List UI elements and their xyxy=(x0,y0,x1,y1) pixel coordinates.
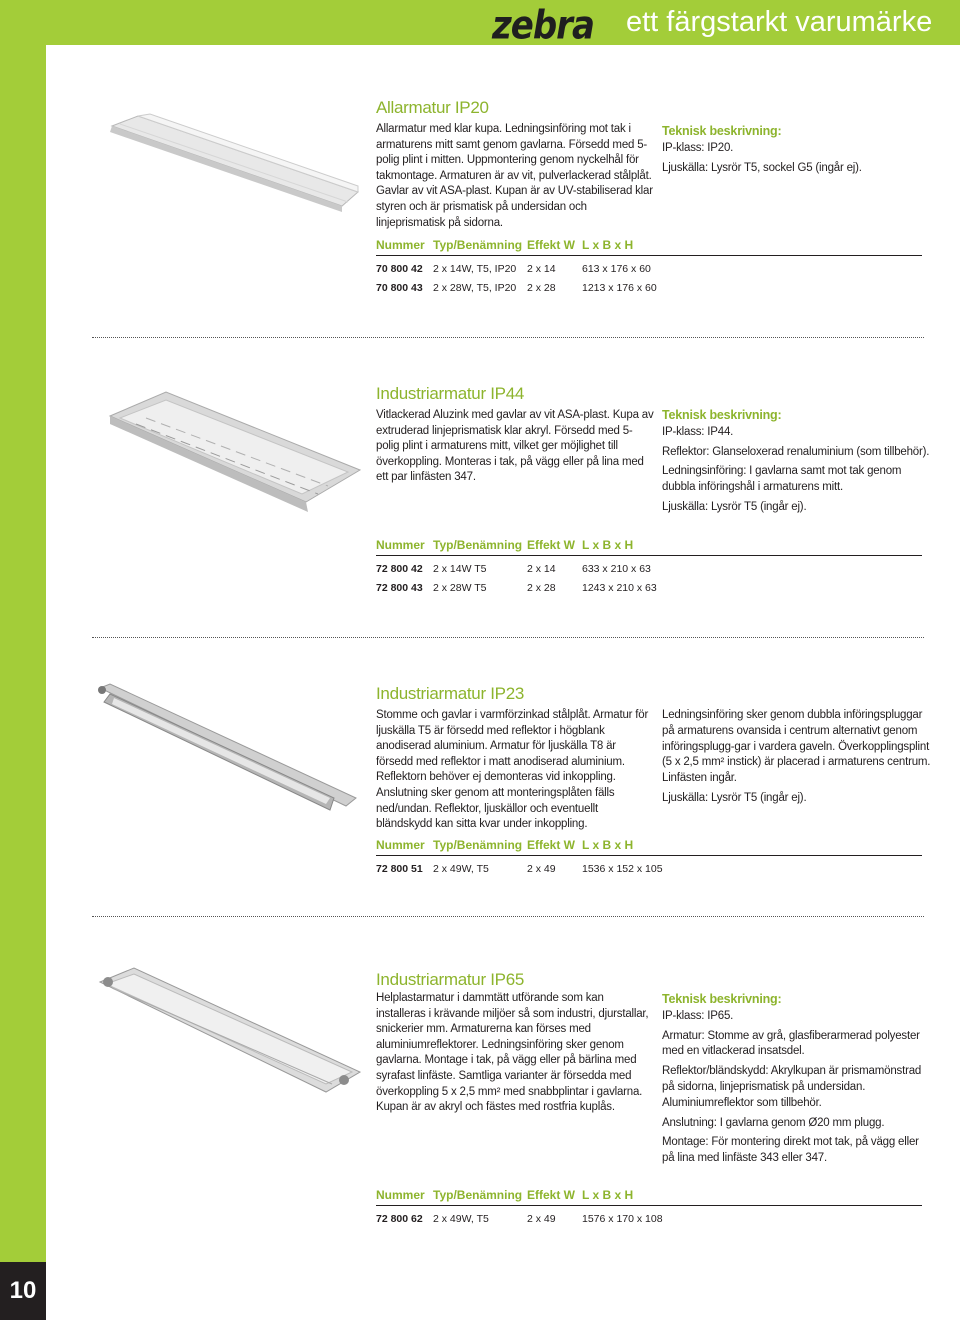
cell: 2 x 28 xyxy=(527,582,556,594)
cell: 70 800 43 xyxy=(376,282,423,294)
tech-line: Ljuskälla: Lysrör T5 (ingår ej). xyxy=(662,791,807,804)
cell: 1536 x 152 x 105 xyxy=(582,863,663,875)
section-divider xyxy=(92,337,924,338)
tech-block xyxy=(662,992,932,1171)
cell: 2 x 28W, T5, IP20 xyxy=(433,282,517,294)
header-tagline: ett färgstarkt varumärke xyxy=(626,6,933,38)
col-header: Typ/Benämning xyxy=(433,838,523,852)
col-header: Typ/Benämning xyxy=(433,1188,523,1202)
col-header: L x B x H xyxy=(582,238,634,252)
section-divider xyxy=(92,637,924,638)
cell: 2 x 14W T5 xyxy=(433,563,487,575)
tech-line: Reflektor/bländskydd: Akrylkupan är prismamönstrad på sidorna, linjeprismatisk på undersidan. Aluminiumreflektor som tillbehör. xyxy=(662,1065,922,1109)
col-header: Effekt W xyxy=(527,838,575,852)
tech-block xyxy=(662,408,932,520)
product-image-ip20 xyxy=(90,96,360,226)
sidebar-accent xyxy=(0,45,46,1320)
tech-line: Montage: För montering direkt mot tak, på vägg eller på lina med linfäste 343 eller 347. xyxy=(662,1136,919,1165)
col-header: Nummer xyxy=(376,538,425,552)
spec-table xyxy=(376,237,922,297)
cell: 2 x 28W T5 xyxy=(433,582,487,594)
cell: 2 x 14 xyxy=(527,563,556,575)
tech-heading: Teknisk beskrivning: xyxy=(662,124,782,138)
product-description: Allarmatur med klar kupa. Ledningsinföring mot tak i armaturens mitt samt genom gavlarna. Försedd med 5-polig plint i mitten. Uppmontering genom nyckelhål för takmontage. Armaturen är av vit, pulverlackerad stålplåt. Gavlar av vit ASA-plast. Kupan är av UV-stabiliserad klar styren och är prismatisk på undersidan och linjeprismatisk på sidorna. xyxy=(376,123,653,229)
tech-line: Ljuskälla: Lysrör T5 (ingår ej). xyxy=(662,500,807,513)
page-number: 10 xyxy=(0,1262,46,1320)
cell: 1213 x 176 x 60 xyxy=(582,282,657,294)
table-header xyxy=(376,837,922,856)
col-header: Nummer xyxy=(376,238,425,252)
cell: 2 x 49 xyxy=(527,863,556,875)
table-row xyxy=(376,582,922,597)
product-title: Industriarmatur IP23 xyxy=(376,684,525,703)
col-header: Effekt W xyxy=(527,238,575,252)
tech-block xyxy=(662,708,932,811)
col-header: L x B x H xyxy=(582,1188,634,1202)
col-header: Nummer xyxy=(376,838,425,852)
product-title: Industriarmatur IP44 xyxy=(376,384,525,403)
cell: 2 x 14W, T5, IP20 xyxy=(433,263,517,275)
spec-table xyxy=(376,537,922,597)
cell: 2 x 14 xyxy=(527,263,556,275)
tech-heading: Teknisk beskrivning: xyxy=(662,992,782,1006)
tech-line: Anslutning: I gavlarna genom Ø20 mm plugg. xyxy=(662,1116,885,1129)
col-header: Nummer xyxy=(376,1188,425,1202)
col-header: L x B x H xyxy=(582,838,634,852)
cell: 2 x 49W, T5 xyxy=(433,1213,489,1225)
cell: 2 x 28 xyxy=(527,282,556,294)
section-divider xyxy=(92,916,924,917)
cell: 72 800 62 xyxy=(376,1213,423,1225)
product-description: Stomme och gavlar i varmförzinkad stålplåt. Armatur för ljuskälla T5 är försedd med reflektor i högblank anodiserad aluminium. Armatur för ljuskälla T8 är försedd med reflektor i matt anodiserad aluminium. Reflektorn behöver ej demonteras vid inkoppling. Anslutning sker genom att monteringsplåten fälls ned/undan. Reflektor, ljuskällor och eventuellt bländskydd kan sitta kvar under inkoppling. xyxy=(376,709,649,831)
cell: 613 x 176 x 60 xyxy=(582,263,651,275)
tech-line: Armatur: Stomme av grå, glasfiberarmerad polyester med en vitlackerad insatsdel. xyxy=(662,1029,920,1058)
tech-line: Reflektor: Glanseloxerad renaluminium (som tillbehör). xyxy=(662,445,930,458)
tech-line: Ledningsinföring: I gavlarna samt mot tak genom dubbla införingshål i armaturens mitt. xyxy=(662,465,902,494)
tech-line: IP-klass: IP20. xyxy=(662,141,734,154)
cell: 1576 x 170 x 108 xyxy=(582,1213,663,1225)
table-header xyxy=(376,237,922,256)
table-header xyxy=(376,1187,922,1206)
table-row xyxy=(376,563,922,578)
col-header: Typ/Benämning xyxy=(433,538,523,552)
table-row xyxy=(376,1213,922,1228)
spec-table xyxy=(376,1187,922,1228)
col-header: Typ/Benämning xyxy=(433,238,523,252)
brand-logo: zebra xyxy=(492,3,594,49)
tech-heading: Teknisk beskrivning: xyxy=(662,408,782,422)
col-header: L x B x H xyxy=(582,538,634,552)
col-header: Effekt W xyxy=(527,538,575,552)
cell: 2 x 49 xyxy=(527,1213,556,1225)
tech-block xyxy=(662,124,932,180)
product-image-ip65 xyxy=(94,960,364,1100)
product-title: Allarmatur IP20 xyxy=(376,98,489,117)
product-description: Helplastarmatur i dammtätt utförande som kan installeras i krävande miljöer så som industri, djurstallar, snickerier mm. Armaturerna kan förses med aluminiumreflektorer. Ledningsinföring sker genom gavlarna. Montage i tak, på vägg eller på bärlina med syrafast linfäste. Samtliga varianter är försedda med överkoppling 5 x 2,5 mm² med snabbplintar i gavlarna. Kupan är av akryl och fästes med rostfria kuplås. xyxy=(376,992,649,1114)
cell: 70 800 42 xyxy=(376,263,423,275)
cell: 2 x 49W, T5 xyxy=(433,863,489,875)
product-image-ip23 xyxy=(94,680,364,820)
tech-line: IP-klass: IP65. xyxy=(662,1009,734,1022)
cell: 1243 x 210 x 63 xyxy=(582,582,657,594)
header-bar xyxy=(0,0,960,49)
tech-line: Ledningsinföring sker genom dubbla införingspluggar på armaturens ovansida i centrum alternativt genom införingsplugg-gar i vardera gaveln. Överkopplingsplint (5 x 2,5 mm² instick) är placerad i armaturens centrum. Linfästen ingår. xyxy=(662,709,931,785)
tech-line: Ljuskälla: Lysrör T5, sockel G5 (ingår ej). xyxy=(662,161,862,174)
product-image-ip44 xyxy=(96,378,364,516)
col-header: Effekt W xyxy=(527,1188,575,1202)
product-title: Industriarmatur IP65 xyxy=(376,970,525,989)
cell: 72 800 43 xyxy=(376,582,423,594)
product-description: Vitlackerad Aluzink med gavlar av vit ASA-plast. Kupa av extruderad linjeprismatisk klar akryl. Försedd med 5-polig plint i armaturens mitt, vilket ger möjlighet till överkoppling. Monteras i tak, på vägg eller på lina med ett par linfästen 347. xyxy=(376,409,654,484)
table-row xyxy=(376,282,922,297)
tech-line: IP-klass: IP44. xyxy=(662,425,734,438)
table-row xyxy=(376,863,922,878)
spec-table xyxy=(376,837,922,878)
table-row xyxy=(376,263,922,278)
cell: 633 x 210 x 63 xyxy=(582,563,651,575)
cell: 72 800 51 xyxy=(376,863,423,875)
table-header xyxy=(376,537,922,556)
cell: 72 800 42 xyxy=(376,563,423,575)
